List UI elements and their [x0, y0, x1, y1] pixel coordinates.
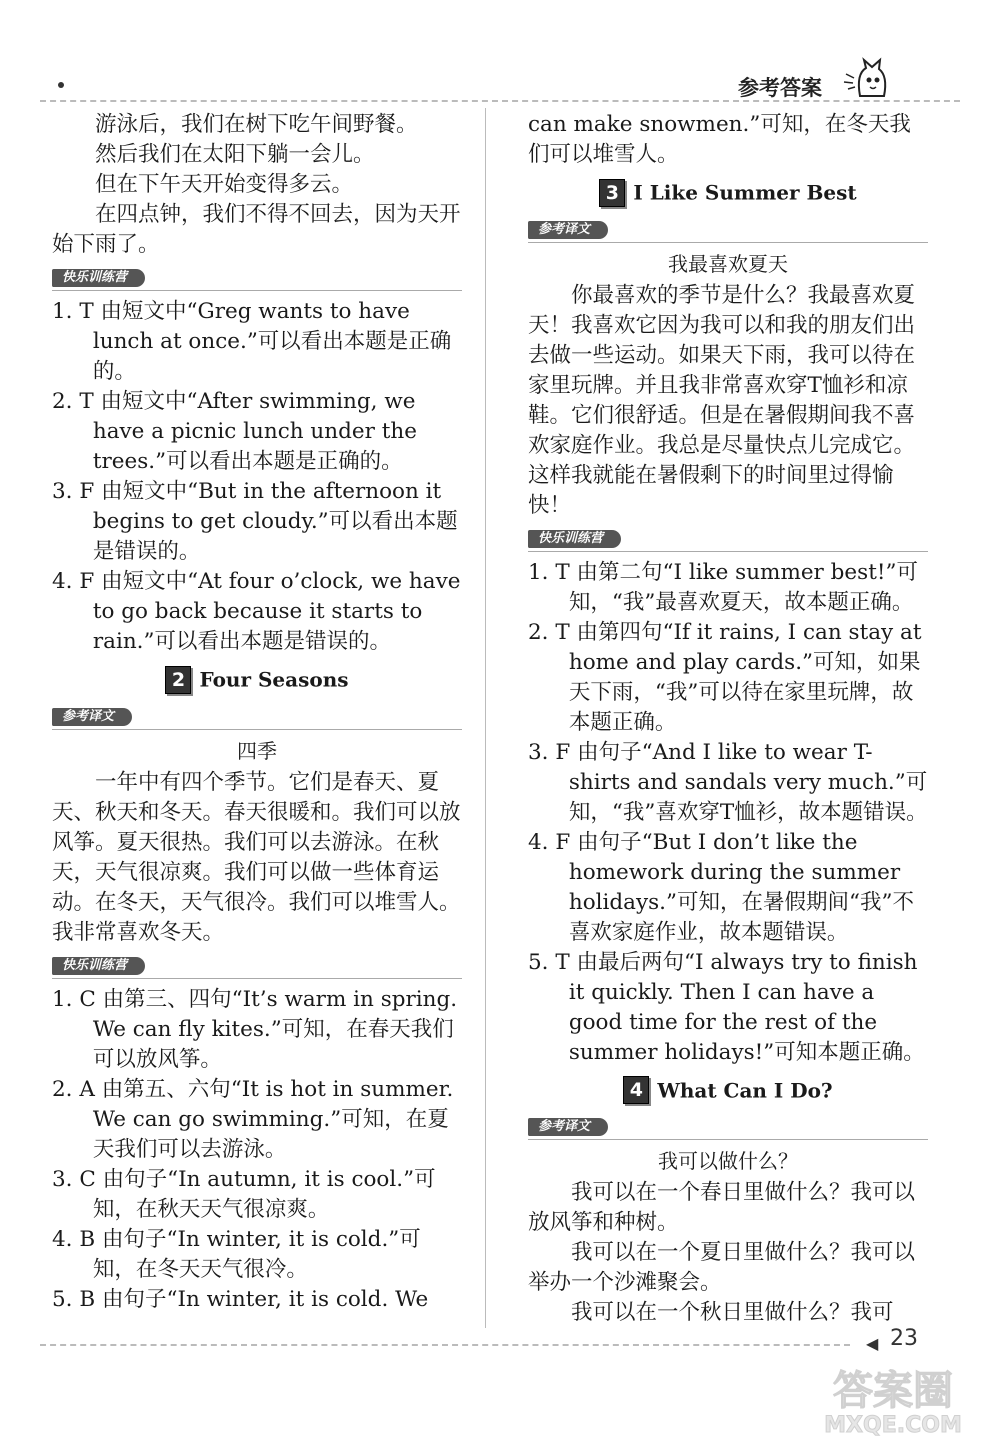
text-line: 游泳后，我们在树下吃午间野餐。: [95, 112, 418, 137]
translation-text: 我可以在一个秋日里做什么？我可: [571, 1300, 894, 1325]
translation-text: 我可以在一个春日里做什么？我可以放风筝和种树。: [528, 1180, 916, 1235]
svg-text:答案圈: 答案圈: [833, 1368, 953, 1414]
section-badge-practice: 快乐训练营: [528, 530, 621, 548]
answer-item: 4. F 由短文中“At four o’clock, we have to go back because it starts to rain.”可以看出本题是错误的。: [52, 569, 461, 654]
section-title: I Like Summer Best: [633, 180, 857, 205]
section-heading: [528, 1074, 928, 1106]
section-badge-translation: 参考译文: [52, 708, 132, 726]
page-number: 23: [890, 1326, 918, 1351]
footer-rule: [40, 1344, 850, 1346]
section-number: 4: [623, 1076, 649, 1104]
section-badge-practice: 快乐训练营: [52, 269, 145, 287]
section-badge-practice: 快乐训练营: [52, 957, 145, 975]
answer-item: 3. C 由句子“In autumn, it is cool.”可知，在秋天天气很凉爽。: [52, 1166, 436, 1222]
translation-title: 我可以做什么？: [658, 1149, 798, 1173]
answer-item: 1. T 由短文中“Greg wants to have lunch at once.”可以看出本题是正确的。: [52, 299, 452, 384]
section-number: 2: [165, 666, 191, 694]
answer-item: 1. T 由第二句“I like summer best!”可知，“我”最喜欢夏天，故本题正确。: [528, 559, 918, 615]
text-line: 然后我们在太阳下躺一会儿。: [95, 142, 375, 167]
header-title: 参考答案: [738, 76, 822, 100]
section-title: What Can I Do?: [657, 1078, 833, 1102]
section-heading: [528, 176, 928, 208]
section-title: Four Seasons: [199, 667, 349, 692]
translation-title: 我最喜欢夏天: [668, 251, 788, 276]
section-badge-translation: 参考译文: [528, 1118, 608, 1136]
text-line: 但在下午天开始变得多云。: [95, 172, 354, 197]
text-line: 在四点钟，我们不得不回去，因为天开始下雨了。: [52, 202, 461, 257]
answer-item: 3. F 由短文中“But in the afternoon it begins to get cloudy.”可以看出本题是错误的。: [52, 479, 458, 564]
answer-item: 4. F 由句子“But I don’t like the homework during the summer holidays.”可知，在暑假期间“我”不喜欢家庭作业，故本题错误。: [528, 829, 914, 945]
section-heading: [52, 663, 462, 695]
section-number: 3: [599, 179, 625, 207]
cat-mascot-icon: [842, 56, 900, 104]
section-badge-translation: 参考译文: [528, 221, 608, 239]
translation-title: 四季: [237, 738, 277, 763]
left-column: [52, 110, 462, 1315]
header-dot: [58, 82, 64, 88]
answer-item: 3. F 由句子“And I like to wear T-shirts and sandals very much.”可知，“我”喜欢穿T恤衫，故本题错误。: [528, 739, 928, 825]
column-divider: [485, 108, 486, 1328]
translation-text: 我可以在一个夏日里做什么？我可以举办一个沙滩聚会。: [528, 1240, 916, 1295]
answer-item: 2. T 由第四句“If it rains, I can stay at home and play cards.”可知，如果天下雨，“我”可以待在家里玩牌，故本题正确。: [528, 619, 922, 735]
translation-text: 你最喜欢的季节是什么？我最喜欢夏天！我喜欢它因为我可以和我的朋友们出去做一些运动。如果天下雨，我可以待在家里玩牌。并且我非常喜欢穿T恤衫和凉鞋。它们很舒适。但是在暑假期间我不喜欢家庭作业。我总是尽量快点儿完成它。这样我就能在暑假剩下的时间里过得愉快！: [528, 282, 916, 518]
answer-item: 2. A 由第五、六句“It is hot in summer. We can go swimming.”可知，在夏天我们可以去游泳。: [52, 1076, 454, 1162]
arrow-left-icon: ◀: [866, 1334, 879, 1353]
right-column: [528, 110, 928, 1328]
answer-item: 5. T 由最后两句“I always try to finish it quickly. Then I can have a good time for the rest of the summer holidays!”可知本题正确。: [528, 949, 925, 1065]
translation-text: 一年中有四个季节。它们是春天、夏天、秋天和冬天。春天很暖和。我们可以放风筝。夏天很热。我们可以去游泳。在秋天，天气很凉爽。我们可以做一些体育运动。在冬天，天气很冷。我们可以堆雪人。我非常喜欢冬天。: [52, 769, 461, 945]
continued-text: can make snowmen.”可知，在冬天我们可以堆雪人。: [528, 112, 911, 167]
answer-item: 5. B 由句子“In winter, it is cold. We: [52, 1286, 429, 1312]
watermark-logo: [808, 1360, 978, 1440]
answer-item: 2. T 由短文中“After swimming, we have a picnic lunch under the trees.”可以看出本题是正确的。: [52, 389, 417, 474]
answer-item: 4. B 由句子“In winter, it is cold.”可知，在冬天天气很冷。: [52, 1226, 421, 1282]
header-rule: [40, 100, 960, 102]
answer-item: 1. C 由第三、四句“It’s warm in spring. We can fly kites.”可知，在春天我们可以放风筝。: [52, 986, 458, 1072]
svg-text:MXQE.COM: MXQE.COM: [824, 1413, 962, 1438]
